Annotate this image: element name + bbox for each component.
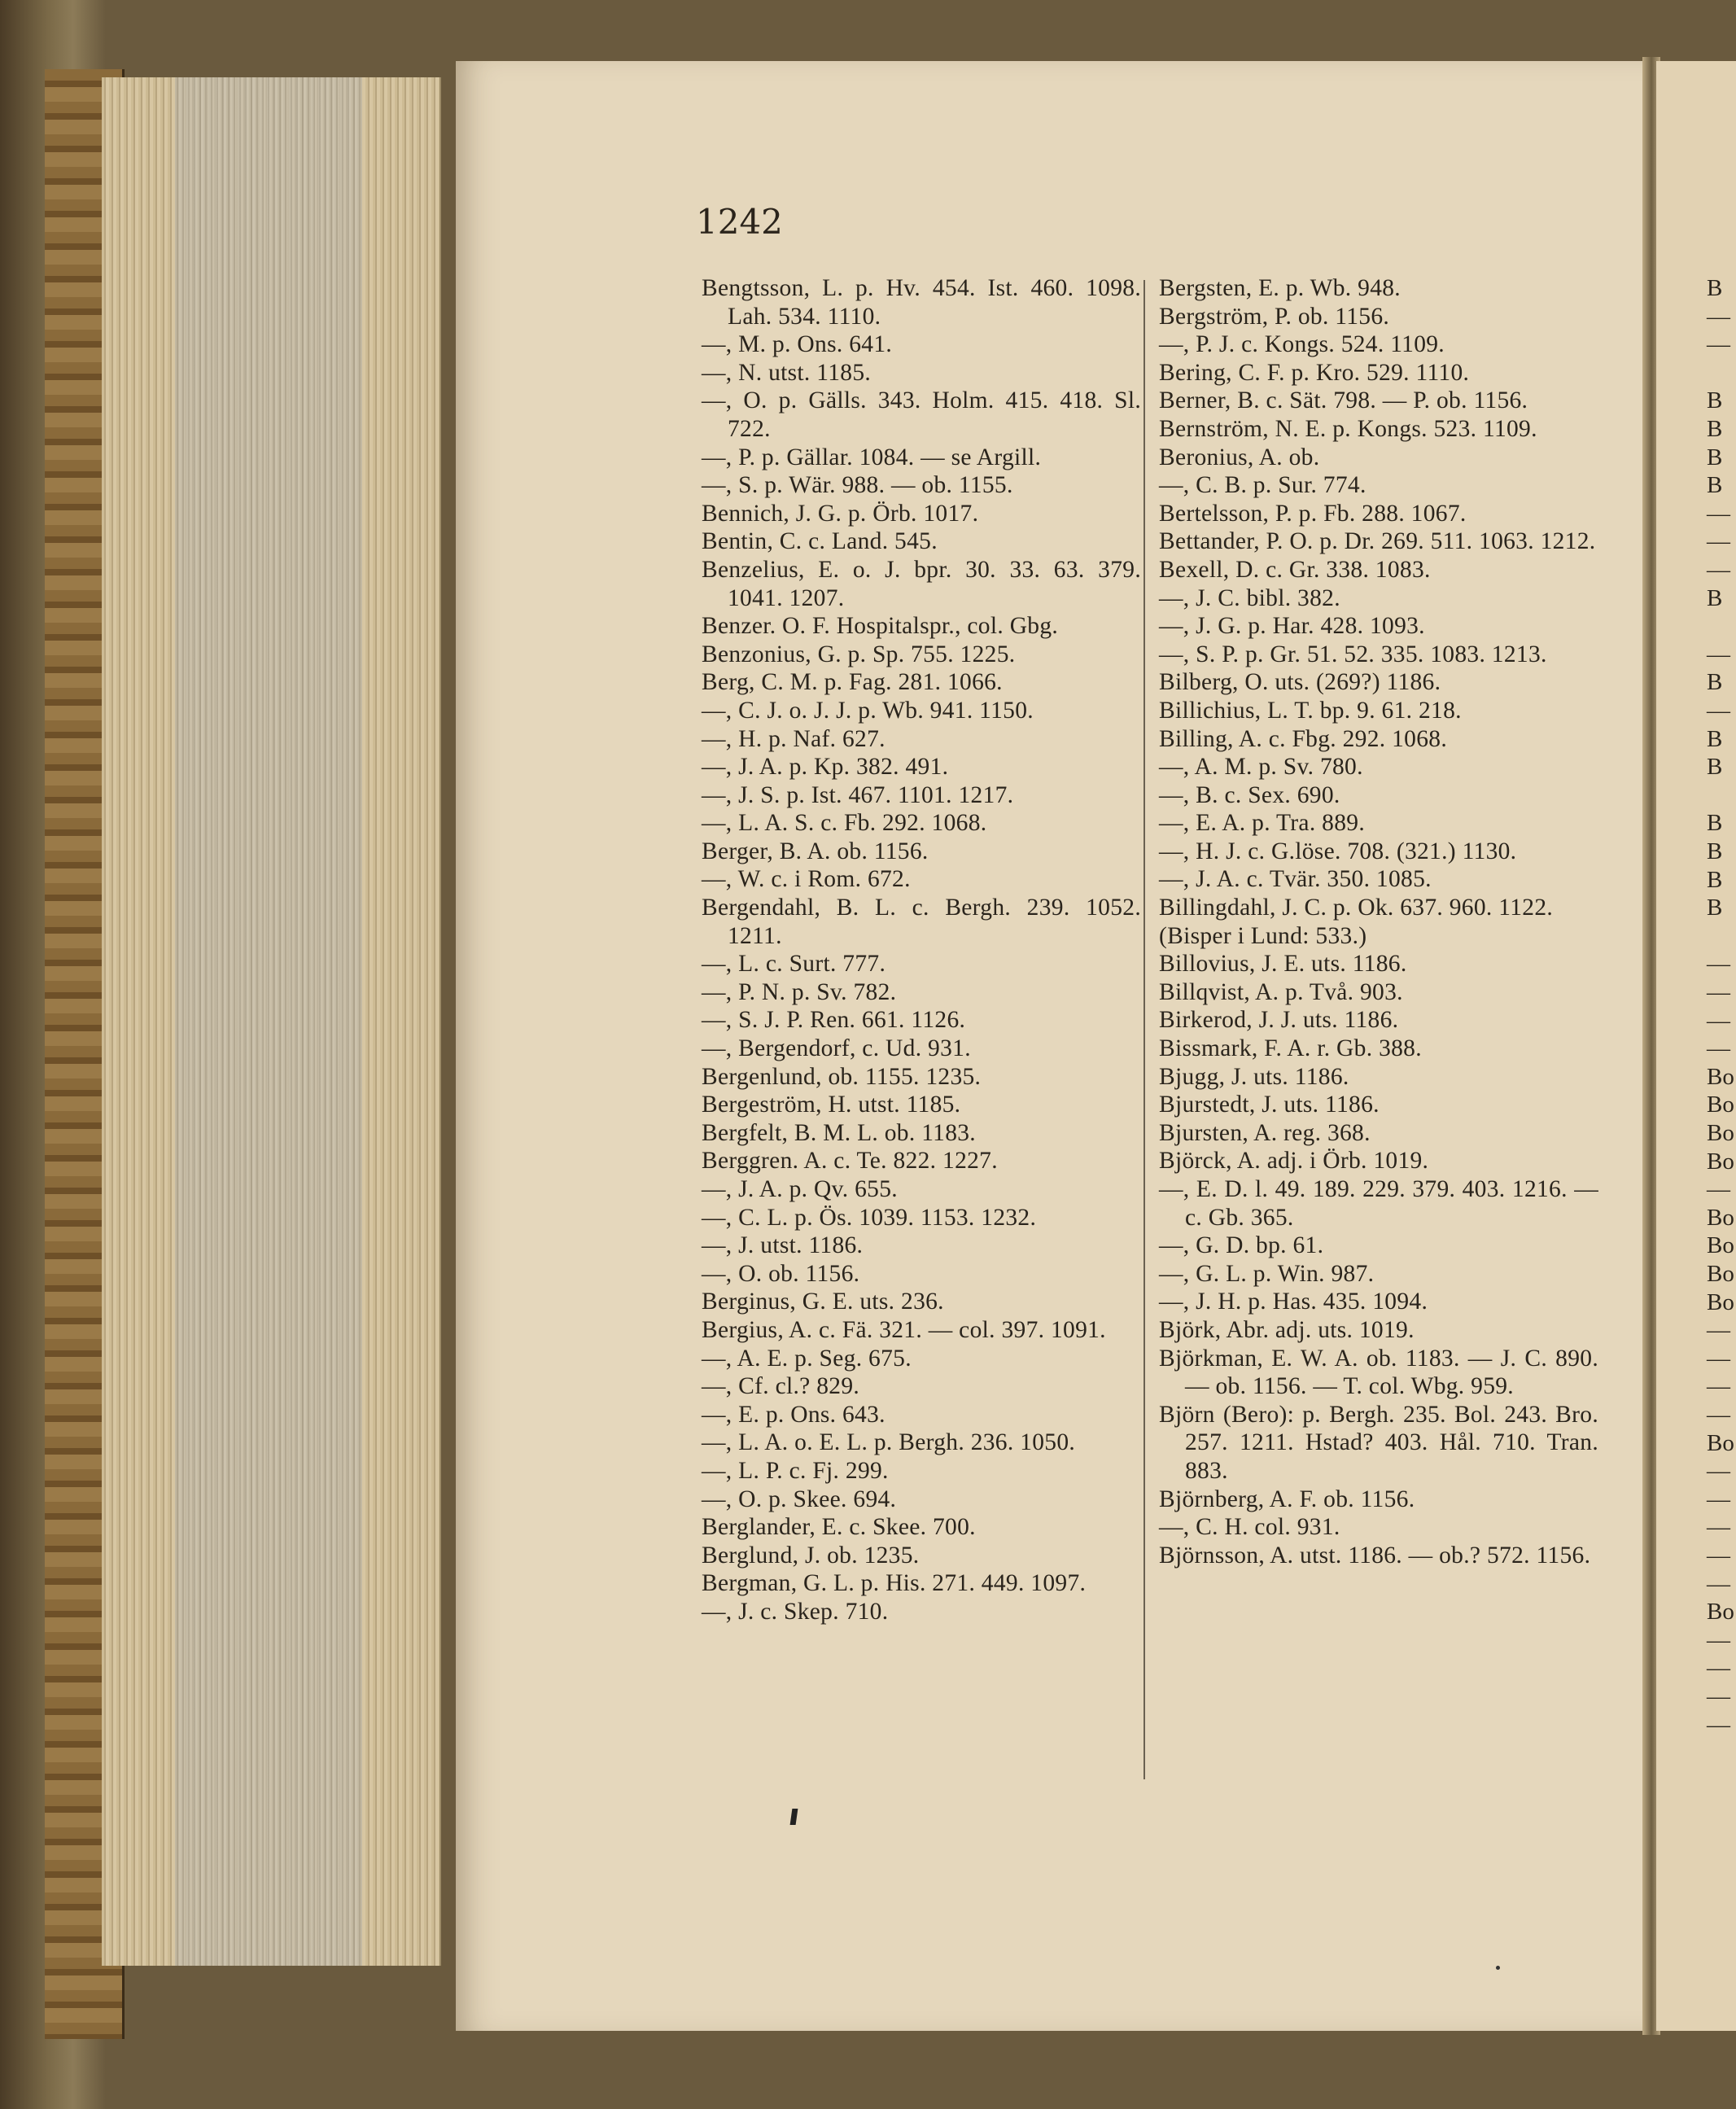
index-entry: —, J. utst. 1186. <box>702 1232 864 1259</box>
index-entry: —, B. c. Sex. 690. <box>1159 781 1340 808</box>
ink-speck <box>1496 1966 1500 1970</box>
index-entry: —, Cf. cl.? 829. <box>702 1373 860 1400</box>
index-entry: Björck, A. adj. i Örb. 1019. <box>1159 1148 1429 1175</box>
index-entry: —, J. A. p. Kp. 382. 491. <box>702 754 949 781</box>
facing-page-stub: — <box>1707 1345 1730 1372</box>
index-entry: —, C. L. p. Ös. 1039. 1153. 1232. <box>702 1204 1037 1231</box>
index-entry: —, J. S. p. Ist. 467. 1101. 1217. <box>702 781 1014 808</box>
index-entry: —, L. c. Surt. 777. <box>702 951 886 978</box>
facing-page-stub: B <box>1707 754 1723 781</box>
facing-page-stub: B <box>1707 810 1723 837</box>
page-number: 1242 <box>696 202 783 242</box>
index-entry: Bengtsson, L. p. Hv. 454. Ist. 460. 1098. Lah. 534. 1110. <box>702 275 1141 330</box>
index-entry: Berg, C. M. p. Fag. 281. 1066. <box>702 669 1003 696</box>
index-entry: —, S. p. Wär. 988. — ob. 1155. <box>702 472 1013 499</box>
index-entry: —, A. E. p. Seg. 675. <box>702 1345 912 1372</box>
facing-page-stub: — <box>1707 1626 1730 1653</box>
index-entry: Bettander, P. O. p. Dr. 269. 511. 1063. 1212. <box>1159 528 1596 555</box>
index-entry: Billqvist, A. p. Två. 903. <box>1159 978 1403 1005</box>
facing-page-stub: — <box>1707 500 1730 527</box>
index-entry: —, H. J. c. G.löse. 708. (321.) 1130. <box>1159 838 1517 864</box>
facing-page-stub: — <box>1707 1655 1730 1682</box>
index-entry: (Bisper i Lund: 533.) <box>1159 922 1367 949</box>
index-column-right <box>1159 274 1598 1569</box>
facing-page-stub: — <box>1707 1683 1730 1709</box>
index-entry: —, J. A. p. Qv. 655. <box>702 1176 898 1202</box>
index-entry: —, C. J. o. J. J. p. Wb. 941. 1150. <box>702 697 1034 724</box>
index-entry: Bergfelt, B. M. L. ob. 1183. <box>702 1119 976 1146</box>
index-entry: —, G. D. bp. 61. <box>1159 1232 1324 1259</box>
facing-page-stub: B <box>1707 895 1723 921</box>
facing-page-stub: B <box>1707 275 1723 301</box>
index-entry: Bentin, C. c. Land. 545. <box>702 528 938 555</box>
facing-page-stub: B <box>1707 669 1723 696</box>
facing-page-stub: — <box>1707 1485 1730 1512</box>
index-entry: Bjugg, J. uts. 1186. <box>1159 1063 1349 1090</box>
index-entry: —, O. p. Skee. 694. <box>702 1485 897 1512</box>
facing-page-stub: — <box>1707 1514 1730 1541</box>
index-column-left <box>702 274 1141 1626</box>
index-entry: —, P. J. c. Kongs. 524. 1109. <box>1159 331 1445 358</box>
index-entry: —, C. B. p. Sur. 774. <box>1159 472 1366 499</box>
index-entry: —, L. A. o. E. L. p. Bergh. 236. 1050. <box>702 1429 1076 1456</box>
index-entry: —, J. c. Skep. 710. <box>702 1598 889 1625</box>
index-entry: —, S. J. P. Ren. 661. 1126. <box>702 1007 966 1034</box>
facing-page-stub: Bo <box>1707 1120 1734 1146</box>
facing-page-stub: Bo <box>1707 1429 1734 1456</box>
facing-page-stub: Bo <box>1707 1232 1734 1259</box>
facing-page-stub: Bo <box>1707 1148 1734 1175</box>
index-entry: Björk, Abr. adj. uts. 1019. <box>1159 1316 1415 1343</box>
facing-page-stub: Bo <box>1707 1599 1734 1626</box>
index-entry: Billovius, J. E. uts. 1186. <box>1159 951 1407 978</box>
index-entry: —, P. p. Gällar. 1084. — se Argill. <box>702 444 1042 470</box>
index-entry: Bertelsson, P. p. Fb. 288. 1067. <box>1159 500 1467 527</box>
facing-page-stub: B <box>1707 725 1723 752</box>
facing-page-stub: — <box>1707 331 1730 358</box>
index-entry: —, J. H. p. Has. 435. 1094. <box>1159 1289 1428 1315</box>
facing-page-stub: — <box>1707 1007 1730 1034</box>
index-entry: —, C. H. col. 931. <box>1159 1514 1340 1541</box>
index-entry: Bjursten, A. reg. 368. <box>1159 1119 1371 1146</box>
index-entry: Berggren. A. c. Te. 822. 1227. <box>702 1148 998 1175</box>
index-entry: —, L. P. c. Fj. 299. <box>702 1457 889 1484</box>
index-entry: Bergsten, E. p. Wb. 948. <box>1159 275 1401 301</box>
index-entry: Billingdahl, J. C. p. Ok. 637. 960. 1122. <box>1159 895 1554 921</box>
page-edges-band <box>175 77 362 1966</box>
index-entry: Björn (Bero): p. Bergh. 235. Bol. 243. Bro. 257. 1211. Hstad? 403. Hål. 710. Tran. 883. <box>1159 1401 1598 1484</box>
facing-page-stub: B <box>1707 387 1723 414</box>
index-entry: Björnsson, A. utst. 1186. — ob.? 572. 1156. <box>1159 1542 1591 1569</box>
index-entry: —, J. A. c. Tvär. 350. 1085. <box>1159 866 1432 893</box>
facing-page-stub: — <box>1707 1373 1730 1400</box>
index-entry: Bexell, D. c. Gr. 338. 1083. <box>1159 556 1431 583</box>
index-entry: Benzonius, G. p. Sp. 755. 1225. <box>702 641 1016 667</box>
facing-page-stub: Bo <box>1707 1204 1734 1231</box>
facing-page-stub: — <box>1707 1317 1730 1344</box>
index-entry: —, S. P. p. Gr. 51. 52. 335. 1083. 1213. <box>1159 641 1547 667</box>
index-entry: Beronius, A. ob. <box>1159 444 1320 470</box>
index-entry: —, O. ob. 1156. <box>702 1260 860 1287</box>
index-entry: Bjurstedt, J. uts. 1186. <box>1159 1092 1380 1118</box>
column-divider <box>1143 280 1145 1779</box>
index-entry: —, W. c. i Rom. 672. <box>702 866 911 893</box>
facing-page-stub: Bo <box>1707 1261 1734 1287</box>
index-entry: Bennich, J. G. p. Örb. 1017. <box>702 500 979 527</box>
index-entry: Björnberg, A. F. ob. 1156. <box>1159 1485 1415 1512</box>
facing-page-stub: — <box>1707 1711 1730 1738</box>
facing-page-stub: B <box>1707 866 1723 893</box>
index-entry: —, J. C. bibl. 382. <box>1159 584 1340 611</box>
index-entry: —, O. p. Gälls. 343. Holm. 415. 418. Sl. 722. <box>702 387 1141 442</box>
facing-page-stub: B <box>1707 444 1723 470</box>
facing-page-stub: — <box>1707 303 1730 330</box>
index-entry: Bergius, A. c. Fä. 321. — col. 397. 1091. <box>702 1316 1106 1343</box>
index-entry: Bergendahl, B. L. c. Bergh. 239. 1052. 1211. <box>702 895 1141 949</box>
index-entry: —, E. p. Ons. 643. <box>702 1401 885 1428</box>
index-entry: Benzer. O. F. Hospitalspr., col. Gbg. <box>702 613 1059 640</box>
index-entry: —, J. G. p. Har. 428. 1093. <box>1159 613 1425 640</box>
page-edges-stack <box>102 77 441 1966</box>
index-entry: —, E. A. p. Tra. 889. <box>1159 810 1365 837</box>
index-entry: Bering, C. F. p. Kro. 529. 1110. <box>1159 359 1470 386</box>
index-entry: Berglund, J. ob. 1235. <box>702 1542 920 1569</box>
facing-page-stub: Bo <box>1707 1289 1734 1315</box>
facing-page-stub: B <box>1707 416 1723 442</box>
index-entry: Bergeström, H. utst. 1185. <box>702 1092 961 1118</box>
index-entry: Bissmark, F. A. r. Gb. 388. <box>1159 1035 1422 1062</box>
index-entry: —, L. A. S. c. Fb. 292. 1068. <box>702 810 987 837</box>
facing-page-stub: B <box>1707 584 1723 611</box>
index-entry: Bergman, G. L. p. His. 271. 449. 1097. <box>702 1570 1087 1597</box>
facing-page-stub: — <box>1707 1570 1730 1597</box>
index-entry: Berginus, G. E. uts. 236. <box>702 1289 944 1315</box>
index-entry: —, N. utst. 1185. <box>702 359 872 386</box>
facing-page-stub: — <box>1707 951 1730 978</box>
index-entry: Bilberg, O. uts. (269?) 1186. <box>1159 669 1441 696</box>
index-entry: Berner, B. c. Sät. 798. — P. ob. 1156. <box>1159 387 1528 414</box>
index-entry: —, E. D. l. 49. 189. 229. 379. 403. 1216. — c. Gb. 365. <box>1159 1176 1598 1231</box>
facing-page-stub: — <box>1707 1402 1730 1428</box>
index-entry: —, M. p. Ons. 641. <box>702 331 893 358</box>
index-entry: Benzelius, E. o. J. bpr. 30. 33. 63. 379. 1041. 1207. <box>702 556 1141 611</box>
facing-page-stub: — <box>1707 528 1730 555</box>
index-entry: Birkerod, J. J. uts. 1186. <box>1159 1007 1399 1034</box>
facing-page-stub: — <box>1707 979 1730 1005</box>
index-entry: Berger, B. A. ob. 1156. <box>702 838 929 864</box>
index-entry: —, A. M. p. Sv. 780. <box>1159 754 1363 781</box>
facing-page-stub: B <box>1707 838 1723 864</box>
index-entry: —, Bergendorf, c. Ud. 931. <box>702 1035 971 1062</box>
index-entry: —, P. N. p. Sv. 782. <box>702 978 897 1005</box>
index-entry: Bernström, N. E. p. Kongs. 523. 1109. <box>1159 415 1537 442</box>
index-entry: —, H. p. Naf. 627. <box>702 725 885 752</box>
index-entry: Bergström, P. ob. 1156. <box>1159 303 1390 330</box>
facing-page-stub: — <box>1707 1176 1730 1203</box>
index-entry: Billing, A. c. Fbg. 292. 1068. <box>1159 725 1448 752</box>
facing-page-stub: — <box>1707 698 1730 724</box>
facing-page-stub: — <box>1707 1458 1730 1485</box>
index-entry: —, G. L. p. Win. 987. <box>1159 1260 1375 1287</box>
facing-page-stub: — <box>1707 641 1730 667</box>
index-entry: Bergenlund, ob. 1155. 1235. <box>702 1063 982 1090</box>
facing-page-stub: — <box>1707 557 1730 583</box>
index-entry: Berglander, E. c. Skee. 700. <box>702 1514 976 1541</box>
index-entry: Billichius, L. T. bp. 9. 61. 218. <box>1159 697 1462 724</box>
facing-page-stub: B <box>1707 472 1723 499</box>
index-entry: Björkman, E. W. A. ob. 1183. — J. C. 890. — ob. 1156. — T. col. Wbg. 959. <box>1159 1345 1598 1400</box>
facing-page-stub: Bo <box>1707 1063 1734 1090</box>
facing-page-stub: — <box>1707 1035 1730 1062</box>
facing-page-stub: — <box>1707 1542 1730 1569</box>
facing-page-stub: Bo <box>1707 1092 1734 1118</box>
